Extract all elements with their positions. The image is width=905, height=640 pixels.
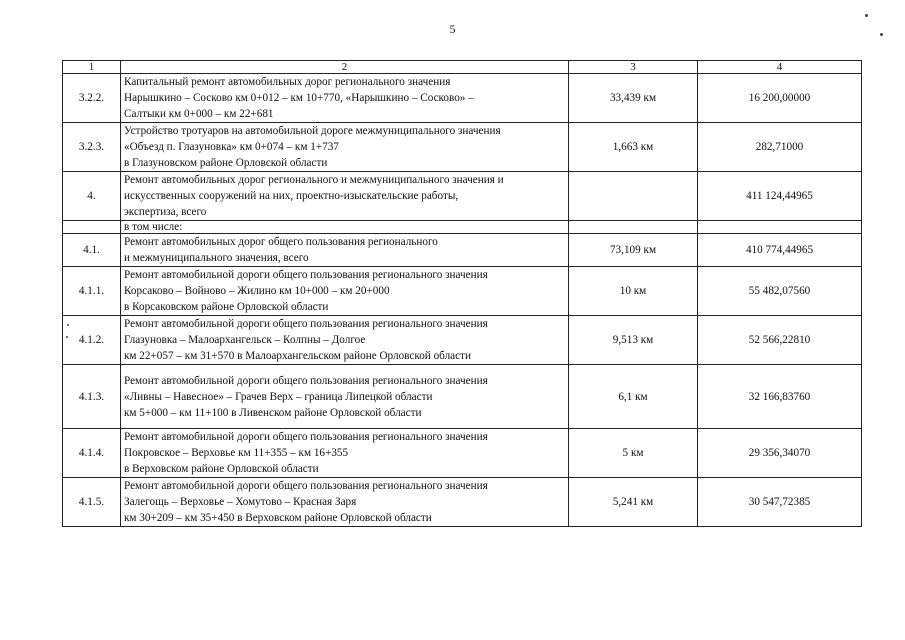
- column-header-4: 4: [698, 61, 862, 74]
- description-line: Залегощь – Верховье – Хомутово – Красная Заря: [124, 496, 357, 508]
- description-line: Нарышкино – Сосково км 0+012 – км 10+770, «Нарышкино – Сосково» –: [124, 92, 474, 104]
- description-line: Ремонт автомобильной дороги общего пользования регионального значения: [124, 480, 488, 492]
- description-line: искусственных сооружений на них, проектно-изыскательские работы,: [124, 190, 459, 202]
- length-cell: [569, 221, 698, 234]
- description-line: Корсаково – Войново – Жилино км 10+000 – км 20+000: [124, 285, 390, 297]
- description-line: в Верховском районе Орловской области: [124, 463, 319, 475]
- row-number-cell: 4.1.3.: [63, 365, 121, 429]
- subheading-cell: в том числе:: [121, 221, 569, 234]
- description-line: Ремонт автомобильной дороги общего пользования регионального значения: [124, 269, 488, 281]
- description-cell: [121, 74, 569, 123]
- cost-cell: 16 200,00000: [698, 74, 862, 123]
- table-header: [63, 61, 862, 74]
- scan-speck: [880, 33, 883, 36]
- description-cell: [121, 123, 569, 172]
- length-cell: 5 км: [569, 429, 698, 478]
- scan-speck: [67, 324, 69, 326]
- description-line: экспертиза, всего: [124, 206, 207, 218]
- row-number-cell: 3.2.2.: [63, 74, 121, 123]
- description-cell: [121, 478, 569, 527]
- cost-cell: 411 124,44965: [698, 172, 862, 221]
- description-line: Салтыки км 0+000 – км 22+681: [124, 108, 274, 120]
- row-number-cell: 4.1.: [63, 234, 121, 267]
- cost-cell: [698, 221, 862, 234]
- description-line: «Ливны – Навесное» – Грачев Верх – граница Липецкой области: [124, 390, 433, 403]
- table-body: [63, 74, 862, 527]
- row-number-cell: [63, 221, 121, 234]
- description-line: Ремонт автомобильных дорог регионального и межмуниципального значения и: [124, 174, 504, 186]
- cost-cell: 55 482,07560: [698, 267, 862, 316]
- scan-speck: [865, 14, 868, 17]
- length-cell: 6,1 км: [569, 365, 698, 429]
- table-row: [63, 234, 862, 267]
- table-row: [63, 221, 862, 234]
- description-line: км 5+000 – км 11+100 в Ливенском районе Орловской области: [124, 406, 422, 419]
- description-line: км 22+057 – км 31+570 в Малоархангельском районе Орловской области: [124, 350, 471, 362]
- scan-speck: [66, 336, 68, 338]
- column-header-2: 2: [121, 61, 569, 74]
- column-header-3: 3: [569, 61, 698, 74]
- column-header-1: 1: [63, 61, 121, 74]
- table-row: [63, 267, 862, 316]
- description-line: Ремонт автомобильной дороги общего пользования регионального значения: [124, 318, 488, 330]
- table-row: [63, 316, 862, 365]
- description-line: Ремонт автомобильных дорог общего пользования регионального: [124, 236, 438, 248]
- row-number-cell: 4.1.5.: [63, 478, 121, 527]
- row-number-cell: 4.1.2.: [63, 316, 121, 365]
- description-line: и межмуниципального значения, всего: [124, 252, 309, 264]
- description-line: в Глазуновском районе Орловской области: [124, 157, 328, 169]
- description-line: Ремонт автомобильной дороги общего пользования регионального значения: [124, 431, 488, 443]
- table-row: [63, 123, 862, 172]
- length-cell: 9,513 км: [569, 316, 698, 365]
- description-cell: [121, 316, 569, 365]
- description-cell: [121, 365, 569, 429]
- cost-cell: 30 547,72385: [698, 478, 862, 527]
- table-row: [63, 365, 862, 429]
- description-line: Устройство тротуаров на автомобильной дороге межмуниципального значения: [124, 125, 501, 137]
- description-cell: [121, 234, 569, 267]
- cost-cell: 32 166,83760: [698, 365, 862, 429]
- page-number: 5: [449, 22, 456, 36]
- table-row: [63, 478, 862, 527]
- description-line: Ремонт автомобильной дороги общего пользования регионального значения: [124, 374, 488, 387]
- description-cell: [121, 172, 569, 221]
- table-row: [63, 74, 862, 123]
- header-row: [63, 61, 862, 74]
- length-cell: 1,663 км: [569, 123, 698, 172]
- length-cell: 5,241 км: [569, 478, 698, 527]
- description-line: Глазуновка – Малоархангельск – Колпны – Долгое: [124, 334, 366, 346]
- row-number-cell: 4.: [63, 172, 121, 221]
- description-cell: [121, 429, 569, 478]
- table-row: [63, 172, 862, 221]
- description-line: в Корсаковском районе Орловской области: [124, 301, 329, 313]
- cost-cell: 282,71000: [698, 123, 862, 172]
- cost-cell: 29 356,34070: [698, 429, 862, 478]
- table-row: [63, 429, 862, 478]
- description-line: км 30+209 – км 35+450 в Верховском районе Орловской области: [124, 512, 432, 524]
- length-cell: 73,109 км: [569, 234, 698, 267]
- description-cell: [121, 267, 569, 316]
- cost-cell: 410 774,44965: [698, 234, 862, 267]
- cost-cell: 52 566,22810: [698, 316, 862, 365]
- length-cell: 10 км: [569, 267, 698, 316]
- row-number-cell: 3.2.3.: [63, 123, 121, 172]
- description-line: Капитальный ремонт автомобильных дорог регионального значения: [124, 76, 451, 88]
- row-number-cell: 4.1.4.: [63, 429, 121, 478]
- description-line: «Объезд п. Глазуновка» км 0+074 – км 1+737: [124, 141, 339, 153]
- description-line: Покровское – Верховье км 11+355 – км 16+355: [124, 447, 349, 459]
- length-cell: 33,439 км: [569, 74, 698, 123]
- row-number-cell: 4.1.1.: [63, 267, 121, 316]
- budget-table: [62, 60, 862, 527]
- length-cell: [569, 172, 698, 221]
